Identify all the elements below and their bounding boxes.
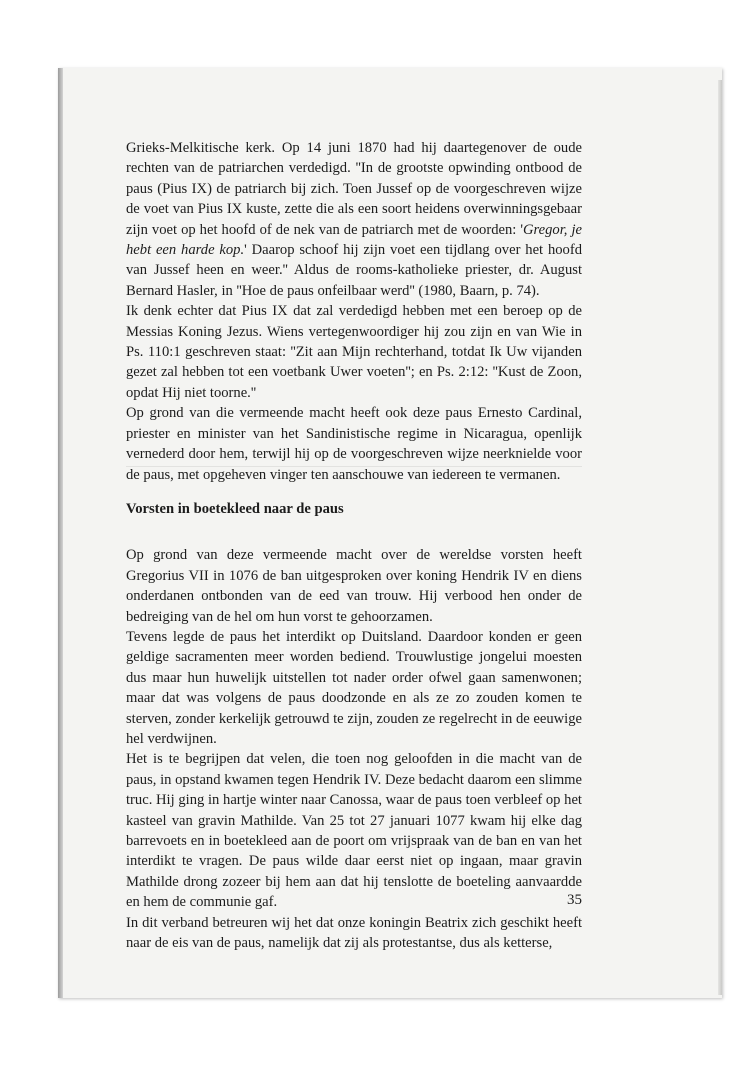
body-text: [126, 138, 582, 953]
paragraph-7: In dit verband betreuren wij het dat onze koningin Beatrix zich geschikt heeft naar de eis van de paus, namelijk dat zij als protestantse, dus als ketterse,: [126, 914, 582, 952]
paragraph-4: Op grond van deze vermeende macht over de wereldse vorsten heeft Gregorius VII in 1076 de ban uitgesproken over koning Hendrik IV en diens onderdanen ontbonden van de eed van trouw. Hij verbood hen onder de bedreiging van de hel om hun vorst te gehoorzamen.: [126, 547, 582, 625]
binding-edge: [58, 68, 63, 998]
page-edge: [718, 80, 722, 995]
paragraph-3: Op grond van die vermeende macht heeft ook deze paus Ernesto Cardinal, priester en minister van het Sandinistische regime in Nicaragua, openlijk vernederd door hem, terwijl hij op de voorgeschreven wijze neerknielde voor de paus, met opgeheven vinger ten aanschouwe van iedereen te vermanen.: [126, 405, 582, 483]
paragraph-6: Het is te begrijpen dat velen, die toen nog geloofden in die macht van de paus, in opstand kwamen tegen Hendrik IV. Deze bedacht daarom een slimme truc. Hij ging in hartje winter naar Canossa, waar de paus toen verbleef op het kasteel van gravin Mathilde. Van 25 tot 27 januari 1077 kwam hij elke dag barrevoets en in boetekleed aan de poort om vrijspraak van de ban en van het interdikt te vragen. De paus wilde daar eerst niet op ingaan, maar gravin Mathilde drong zozeer bij hem aan dat hij tenslotte de boeteling aanvaardde en hem de communie gaf.: [126, 751, 582, 911]
paragraph-5: Tevens legde de paus het interdikt op Duitsland. Daardoor konden er geen geldige sacramenten meer worden bediend. Trouwlustige jongelui moesten dus maar hun huwelijk uitstellen tot nader order ofwel gaan samenwonen; maar dat was volgens de paus doodzonde en als ze zo zouden komen te sterven, zonder kerkelijk getrouwd te zijn, zouden ze regelrecht in de eeuwige hel verdwijnen.: [126, 628, 582, 747]
page-number: 35: [567, 892, 582, 908]
section-heading: Vorsten in boetekleed naar de paus: [126, 500, 344, 517]
paragraph-1-start: Grieks-Melkitische kerk. Op 14 juni 1870 had hij daartegenover de oude rechten van de patriarchen verdedigd. ''In de grootste opwinding ontbood de paus (Pius IX) de patriarch bij zich. Toen Jussef op de voorgeschreven wijze de voet van Pius IX kuste, zette die als een soort heidens overwinningsgebaar zijn voet op het hoofd of de nek van de patriarch met de woorden: ': [126, 140, 582, 238]
quote-italic: Gregor, je hebt een harde kop.: [126, 221, 583, 259]
paragraph-2: Ik denk echter dat Pius IX dat zal verdedigd hebben met een beroep op de Messias Koning Jezus. Wiens vertegenwoordiger hij zou zijn en van Wie in Ps. 110:1 geschreven staat: ''Zit aan Mijn rechterhand, totdat Ik Uw vijanden gezet zal hebben tot een voetbank Uwer voeten''; en Ps. 2:12: ''Kust de Zoon, opdat Hij niet toorne.'': [126, 303, 582, 401]
paragraph-1-end: ' Daarop schoof hij zijn voet een tijdlang over het hoofd van Jussef heen en weer.'' Aldus de rooms-katholieke priester, dr. August Bernard Hasler, in ''Hoe de paus onfeilbaar werd'' (1980, Baarn, p. 74).: [126, 242, 582, 299]
paragraph-1: [126, 138, 582, 301]
